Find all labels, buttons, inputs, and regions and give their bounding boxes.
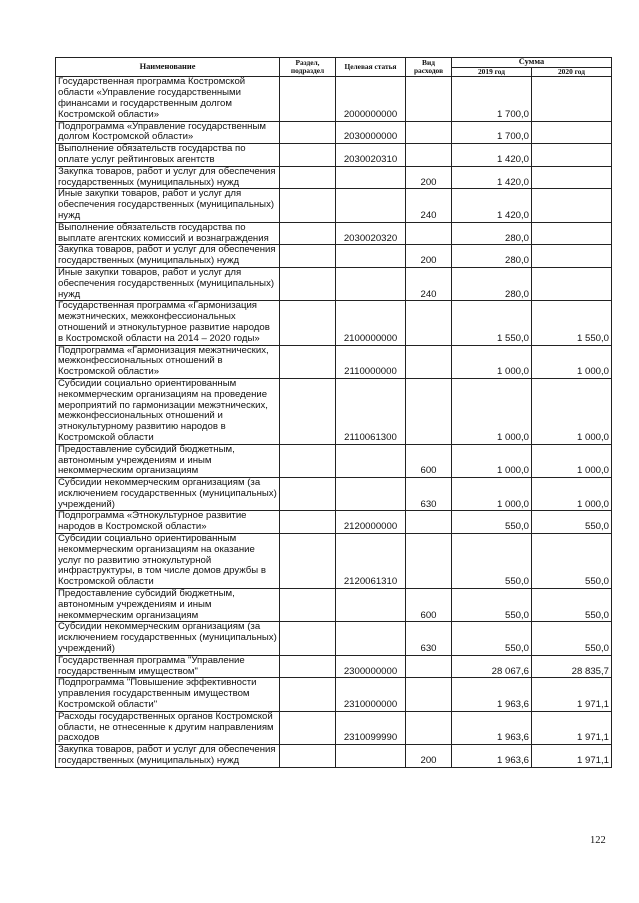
row-name: Субсидии некоммерческим организациям (за исключением государственных (муниципальных) учреждений)	[56, 478, 280, 511]
row-target	[336, 444, 406, 477]
row-amount-2019: 280,0	[452, 222, 532, 245]
row-expense-type: 200	[406, 166, 452, 189]
row-amount-2019: 1 420,0	[452, 189, 532, 222]
header-target: Целевая статья	[336, 58, 406, 77]
row-name: Подпрограмма «Управление государственным долгом Костромской области»	[56, 121, 280, 144]
row-amount-2019: 280,0	[452, 267, 532, 300]
row-amount-2020	[532, 77, 612, 121]
row-amount-2020: 550,0	[532, 589, 612, 622]
row-amount-2019: 1 963,6	[452, 678, 532, 711]
table-row	[56, 77, 612, 121]
row-amount-2019: 550,0	[452, 511, 532, 534]
row-expense-type	[406, 77, 452, 121]
row-amount-2019: 1 550,0	[452, 301, 532, 345]
row-amount-2020	[532, 245, 612, 268]
row-expense-type	[406, 378, 452, 444]
table-row	[56, 166, 612, 189]
row-name: Субсидии социально ориентированным некоммерческим организациям на оказание услуг по развитию этнокультурной инфраструктуры, в том числе домов дружбы в Костромской области	[56, 534, 280, 589]
row-name: Выполнение обязательств государства по выплате агентских комиссий и вознаграждения	[56, 222, 280, 245]
table-row	[56, 534, 612, 589]
row-section	[280, 745, 336, 768]
row-expense-type	[406, 144, 452, 167]
row-amount-2020	[532, 166, 612, 189]
budget-table	[55, 57, 612, 768]
row-section	[280, 121, 336, 144]
table-row	[56, 345, 612, 378]
table-row	[56, 678, 612, 711]
row-expense-type	[406, 511, 452, 534]
row-amount-2020	[532, 189, 612, 222]
row-target: 2030020310	[336, 144, 406, 167]
row-name: Государственная программа «Гармонизация межэтнических, межконфессиональных отношений и этнокультурное развитие народов в Костромской области на 2014 – 2020 годы»	[56, 301, 280, 345]
row-section	[280, 301, 336, 345]
row-name: Расходы государственных органов Костромской области, не отнесенные к другим направлениям расходов	[56, 711, 280, 744]
table-row	[56, 711, 612, 744]
row-amount-2019: 550,0	[452, 534, 532, 589]
row-section	[280, 478, 336, 511]
header-section: Раздел, подраздел	[280, 58, 336, 77]
row-amount-2020: 28 835,7	[532, 655, 612, 678]
row-section	[280, 222, 336, 245]
row-name: Государственная программа Костромской области «Управление государственными финансами и государственным долгом Костромской области»	[56, 77, 280, 121]
row-name: Выполнение обязательств государства по оплате услуг рейтинговых агентств	[56, 144, 280, 167]
row-name: Иные закупки товаров, работ и услуг для обеспечения государственных (муниципальных) нужд	[56, 189, 280, 222]
row-name: Государственная программа "Управление государственным имуществом"	[56, 655, 280, 678]
row-section	[280, 711, 336, 744]
row-amount-2019: 280,0	[452, 245, 532, 268]
table-row	[56, 745, 612, 768]
row-target: 2300000000	[336, 655, 406, 678]
table-row	[56, 511, 612, 534]
row-expense-type	[406, 222, 452, 245]
row-amount-2019: 1 963,6	[452, 745, 532, 768]
row-target: 2310000000	[336, 678, 406, 711]
row-amount-2020	[532, 267, 612, 300]
row-target: 2030000000	[336, 121, 406, 144]
row-expense-type: 600	[406, 589, 452, 622]
row-target	[336, 166, 406, 189]
row-section	[280, 378, 336, 444]
row-expense-type: 240	[406, 267, 452, 300]
row-amount-2019: 1 963,6	[452, 711, 532, 744]
row-amount-2020: 1 971,1	[532, 678, 612, 711]
table-header	[56, 58, 612, 77]
row-amount-2019: 550,0	[452, 622, 532, 655]
row-amount-2020: 550,0	[532, 534, 612, 589]
row-expense-type: 630	[406, 622, 452, 655]
row-target	[336, 245, 406, 268]
table-row	[56, 121, 612, 144]
page-number: 122	[590, 835, 606, 846]
row-section	[280, 655, 336, 678]
row-amount-2020: 1 550,0	[532, 301, 612, 345]
row-section	[280, 245, 336, 268]
table-row	[56, 189, 612, 222]
row-name: Иные закупки товаров, работ и услуг для обеспечения государственных (муниципальных) нужд	[56, 267, 280, 300]
row-section	[280, 267, 336, 300]
row-target: 2120061310	[336, 534, 406, 589]
row-section	[280, 144, 336, 167]
table-row	[56, 267, 612, 300]
row-name: Закупка товаров, работ и услуг для обеспечения государственных (муниципальных) нужд	[56, 745, 280, 768]
row-expense-type: 200	[406, 245, 452, 268]
row-name: Предоставление субсидий бюджетным, автономным учреждениям и иным некоммерческим организациям	[56, 444, 280, 477]
row-section	[280, 189, 336, 222]
row-section	[280, 345, 336, 378]
row-expense-type	[406, 711, 452, 744]
row-amount-2020	[532, 121, 612, 144]
row-expense-type: 200	[406, 745, 452, 768]
row-amount-2020: 550,0	[532, 511, 612, 534]
table-body	[56, 77, 612, 767]
row-target: 2110061300	[336, 378, 406, 444]
row-amount-2019: 1 000,0	[452, 444, 532, 477]
row-name: Закупка товаров, работ и услуг для обеспечения государственных (муниципальных) нужд	[56, 166, 280, 189]
row-expense-type	[406, 121, 452, 144]
row-section	[280, 444, 336, 477]
row-target: 2030020320	[336, 222, 406, 245]
row-expense-type	[406, 301, 452, 345]
row-name: Подпрограмма «Этнокультурное развитие народов в Костромской области»	[56, 511, 280, 534]
row-amount-2020: 1 971,1	[532, 711, 612, 744]
row-section	[280, 589, 336, 622]
row-expense-type	[406, 345, 452, 378]
table-row	[56, 622, 612, 655]
row-name: Предоставление субсидий бюджетным, автономным учреждениям и иным некоммерческим организациям	[56, 589, 280, 622]
row-name: Подпрограмма "Повышение эффективности управления государственным имуществом Костромской области"	[56, 678, 280, 711]
row-section	[280, 166, 336, 189]
header-sum: Сумма	[452, 58, 612, 68]
table-row	[56, 378, 612, 444]
row-amount-2019: 1 420,0	[452, 144, 532, 167]
row-name: Субсидии социально ориентированным некоммерческим организациям на проведение мероприятий по гармонизации межэтнических, межконфессиональных отношений и этнокультурному развитию народов в Костромской области	[56, 378, 280, 444]
row-section	[280, 534, 336, 589]
row-amount-2020: 550,0	[532, 622, 612, 655]
row-section	[280, 678, 336, 711]
row-target	[336, 622, 406, 655]
row-amount-2019: 1 000,0	[452, 378, 532, 444]
row-expense-type: 630	[406, 478, 452, 511]
row-amount-2019: 1 000,0	[452, 345, 532, 378]
row-target	[336, 478, 406, 511]
table-row	[56, 222, 612, 245]
row-amount-2020	[532, 144, 612, 167]
row-target: 2100000000	[336, 301, 406, 345]
row-section	[280, 77, 336, 121]
table-row	[56, 444, 612, 477]
row-expense-type	[406, 655, 452, 678]
table-row	[56, 144, 612, 167]
row-amount-2020: 1 000,0	[532, 444, 612, 477]
row-amount-2019: 28 067,6	[452, 655, 532, 678]
row-expense-type: 600	[406, 444, 452, 477]
row-expense-type	[406, 678, 452, 711]
row-amount-2019: 1 700,0	[452, 121, 532, 144]
header-type: Вид расходов	[406, 58, 452, 77]
row-target: 2310099990	[336, 711, 406, 744]
row-amount-2020	[532, 222, 612, 245]
row-name: Подпрограмма «Гармонизация межэтнических, межконфессиональных отношений в Костромской области»	[56, 345, 280, 378]
row-target: 2000000000	[336, 77, 406, 121]
row-amount-2020: 1 000,0	[532, 345, 612, 378]
header-year-2019: 2019 год	[452, 68, 532, 77]
row-expense-type: 240	[406, 189, 452, 222]
row-target	[336, 589, 406, 622]
row-amount-2020: 1 000,0	[532, 478, 612, 511]
row-section	[280, 511, 336, 534]
row-name: Закупка товаров, работ и услуг для обеспечения государственных (муниципальных) нужд	[56, 245, 280, 268]
row-amount-2019: 1 700,0	[452, 77, 532, 121]
row-amount-2019: 1 000,0	[452, 478, 532, 511]
row-amount-2019: 550,0	[452, 589, 532, 622]
row-target	[336, 745, 406, 768]
row-target: 2110000000	[336, 345, 406, 378]
table-row	[56, 655, 612, 678]
table-row	[56, 589, 612, 622]
table-row	[56, 301, 612, 345]
row-amount-2020: 1 000,0	[532, 378, 612, 444]
row-name: Субсидии некоммерческим организациям (за исключением государственных (муниципальных) учреждений)	[56, 622, 280, 655]
row-expense-type	[406, 534, 452, 589]
row-amount-2020: 1 971,1	[532, 745, 612, 768]
row-target	[336, 189, 406, 222]
row-target	[336, 267, 406, 300]
table-row	[56, 478, 612, 511]
header-name: Наименование	[56, 58, 280, 77]
row-target: 2120000000	[336, 511, 406, 534]
row-section	[280, 622, 336, 655]
header-year-2020: 2020 год	[532, 68, 612, 77]
row-amount-2019: 1 420,0	[452, 166, 532, 189]
table-row	[56, 245, 612, 268]
